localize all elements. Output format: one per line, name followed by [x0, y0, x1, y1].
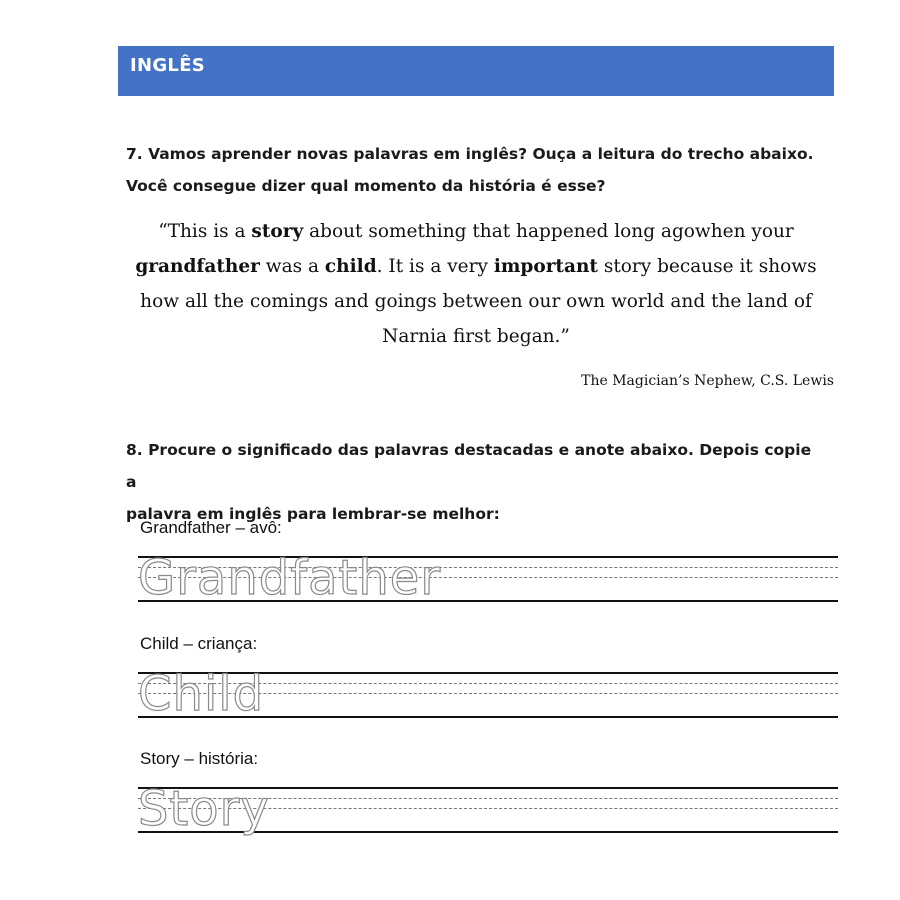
section-title: INGLÊS — [130, 55, 206, 76]
word-label-story: Story – história: — [140, 749, 259, 768]
question-7-line-1: 7. Vamos aprender novas palavras em inglês? Ouça a leitura do trecho abaixo. — [126, 145, 814, 163]
quote-text-2: about something that happened long agowhen your — [303, 221, 794, 242]
question-8-line-1: 8. Procure o significado das palavras destacadas e anote abaixo. Depois copie a — [126, 441, 812, 491]
tracing-area-grandfather[interactable] — [138, 550, 838, 606]
trace-word-child: Child — [138, 666, 265, 722]
word-label-grandfather: Grandfather – avô: — [140, 518, 282, 537]
quote-citation: The Magician’s Nephew, C.S. Lewis — [581, 373, 834, 389]
question-7-line-2: Você consegue dizer qual momento da história é esse? — [126, 177, 606, 195]
word-label-child: Child – criança: — [140, 634, 258, 653]
quote-text-1: “This is a — [158, 221, 252, 242]
section-header-bar — [118, 46, 834, 96]
trace-word-story: Story — [138, 781, 270, 837]
quote-text-5: story because it shows how all the comings and goings between our own world and the land of Narnia first began.” — [140, 256, 817, 347]
story-quote — [126, 214, 826, 354]
question-8 — [126, 434, 826, 530]
quote-text-4: . It is a very — [376, 256, 494, 277]
quote-text-3: was a — [259, 256, 325, 277]
tracing-area-child[interactable] — [138, 666, 838, 722]
tracing-area-story[interactable] — [138, 781, 838, 837]
highlight-grandfather: grandfather — [135, 256, 260, 277]
question-8-line-2: palavra em inglês para lembrar-se melhor: — [126, 505, 500, 523]
question-7 — [126, 138, 826, 202]
highlight-story: story — [251, 221, 304, 242]
highlight-child: child — [324, 256, 377, 277]
highlight-important: important — [493, 256, 598, 277]
trace-word-grandfather: Grandfather — [138, 550, 442, 606]
